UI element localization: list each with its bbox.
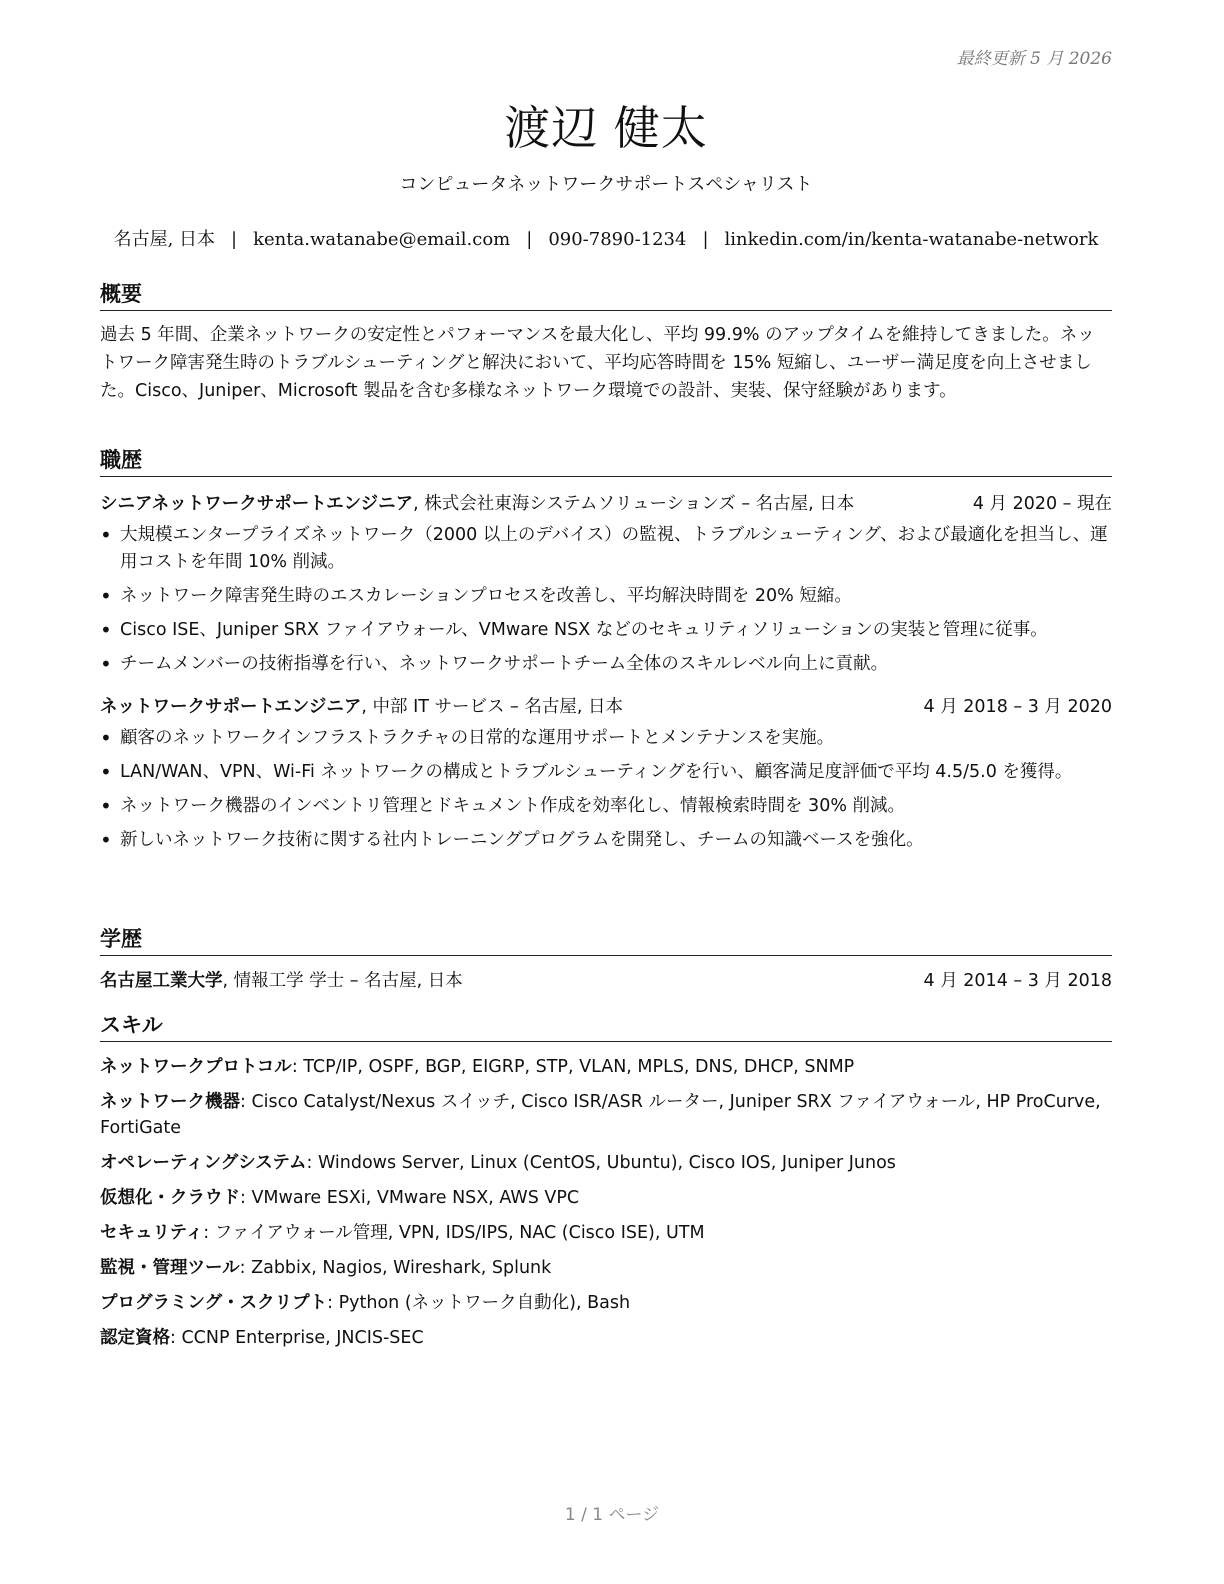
- skill-values: : Cisco Catalyst/Nexus スイッチ, Cisco ISR/ASR ルーター, Juniper SRX ファイアウォール, HP ProCurve, FortiGate: [100, 1092, 1101, 1138]
- school-name: 名古屋工業大学: [100, 971, 223, 991]
- last-updated: 最終更新 5 月 2026: [956, 49, 1112, 69]
- skill-line: [100, 1220, 1112, 1246]
- skills-section: [100, 1009, 1112, 1360]
- job-role: ネットワークサポートエンジニア: [100, 697, 362, 717]
- skill-values: : Zabbix, Nagios, Wireshark, Splunk: [239, 1258, 552, 1278]
- skill-line: [100, 1054, 1112, 1080]
- section-heading-experience: 職歴: [100, 444, 1112, 477]
- job-bullet: • 大規模エンタープライズネットワーク（2000 以上のデバイス）の監視、トラブルシューティング、および最適化を担当し、運用コストを年間 10% 削減。: [120, 522, 1112, 576]
- summary-section: [100, 278, 1112, 405]
- job-bullet: • 新しいネットワーク技術に関する社内トレーニングプログラムを開発し、チームの知識ベースを強化。: [120, 827, 1112, 854]
- job-title: コンピュータネットワークサポートスペシャリスト: [399, 174, 813, 195]
- skill-values: : Windows Server, Linux (CentOS, Ubuntu), Cisco IOS, Juniper Junos: [306, 1153, 896, 1173]
- job-bullet: • ネットワーク機器のインベントリ管理とドキュメント作成を効率化し、情報検索時間を 30% 削減。: [120, 793, 1112, 820]
- section-heading-skills: スキル: [100, 1009, 1112, 1042]
- skill-line: [100, 1150, 1112, 1176]
- skill-line: [100, 1325, 1112, 1351]
- job-bullet: • チームメンバーの技術指導を行い、ネットワークサポートチーム全体のスキルレベル向上に貢献。: [120, 651, 1112, 678]
- contact-phone[interactable]: 090-7890-1234: [548, 229, 687, 250]
- job-bullet: • Cisco ISE、Juniper SRX ファイアウォール、VMware NSX などのセキュリティソリューションの実装と管理に従事。: [120, 617, 1112, 644]
- section-heading-education: 学歴: [100, 923, 1112, 956]
- contact-separator: |: [702, 229, 709, 250]
- job-entry: [100, 491, 1112, 678]
- education-dates: 4 月 2014 – 3 月 2018: [923, 971, 1112, 991]
- contact-separator: |: [231, 229, 238, 250]
- candidate-name: 渡辺 健太: [504, 101, 708, 155]
- skill-values: : CCNP Enterprise, JNCIS-SEC: [170, 1328, 424, 1348]
- job-dates: 4 月 2018 – 3 月 2020: [923, 697, 1112, 717]
- skill-category: ネットワーク機器: [100, 1092, 240, 1112]
- job-bullet: • LAN/WAN、VPN、Wi-Fi ネットワークの構成とトラブルシューティングを行い、顧客満足度評価で平均 4.5/5.0 を獲得。: [120, 759, 1112, 786]
- skill-line: [100, 1290, 1112, 1316]
- skill-category: 仮想化・クラウド: [100, 1188, 240, 1208]
- skill-values: : TCP/IP, OSPF, BGP, EIGRP, STP, VLAN, MPLS, DNS, DHCP, SNMP: [291, 1057, 855, 1077]
- job-organization: , 中部 IT サービス – 名古屋, 日本: [361, 697, 623, 717]
- section-heading-summary: 概要: [100, 278, 1112, 311]
- education-section: [100, 923, 1112, 995]
- skill-category: プログラミング・スクリプト: [100, 1293, 328, 1313]
- skill-line: [100, 1089, 1112, 1141]
- skill-line: [100, 1255, 1112, 1281]
- degree-detail: , 情報工学 学士 – 名古屋, 日本: [222, 971, 463, 991]
- contact-line: [100, 225, 1112, 251]
- job-entry: [100, 694, 1112, 854]
- skill-values: : VMware ESXi, VMware NSX, AWS VPC: [240, 1188, 580, 1208]
- job-bullet: • 顧客のネットワークインフラストラクチャの日常的な運用サポートとメンテナンスを実施。: [120, 725, 1112, 752]
- experience-section: [100, 444, 1112, 861]
- skill-category: ネットワークプロトコル: [100, 1057, 292, 1077]
- job-bullets: [100, 725, 1112, 854]
- skill-category: オペレーティングシステム: [100, 1153, 307, 1173]
- skill-line: [100, 1185, 1112, 1211]
- skill-category: 認定資格: [100, 1328, 170, 1348]
- job-role: シニアネットワークサポートエンジニア: [100, 494, 414, 514]
- job-bullets: [100, 522, 1112, 678]
- job-bullet: • ネットワーク障害発生時のエスカレーションプロセスを改善し、平均解決時間を 20% 短縮。: [120, 583, 1112, 610]
- skill-values: : ファイアウォール管理, VPN, IDS/IPS, NAC (Cisco ISE), UTM: [203, 1223, 705, 1243]
- contact-separator: |: [526, 229, 533, 250]
- skill-category: 監視・管理ツール: [100, 1258, 240, 1278]
- contact-linkedin[interactable]: linkedin.com/in/kenta-watanabe-network: [724, 229, 1099, 250]
- job-dates: 4 月 2020 – 現在: [972, 494, 1112, 514]
- job-organization: , 株式会社東海システムソリューションズ – 名古屋, 日本: [413, 494, 855, 514]
- skill-values: : Python (ネットワーク自動化), Bash: [327, 1293, 631, 1313]
- page-number: 1 / 1 ページ: [564, 1505, 660, 1525]
- contact-email[interactable]: kenta.watanabe@email.com: [253, 229, 511, 250]
- summary-text: 過去 5 年間、企業ネットワークの安定性とパフォーマンスを最大化し、平均 99.9% のアップタイムを維持してきました。ネットワーク障害発生時のトラブルシューティングと解決において、平均応答時間を 15% 短縮し、ユーザー満足度を向上させました。Cisco、Juniper、Microsoft 製品を含む多様なネットワーク環境での設計、実装、保守経験があります。: [100, 325, 1095, 401]
- contact-location: 名古屋, 日本: [113, 229, 216, 250]
- skill-category: セキュリティ: [100, 1223, 204, 1243]
- education-entry: [100, 968, 1112, 995]
